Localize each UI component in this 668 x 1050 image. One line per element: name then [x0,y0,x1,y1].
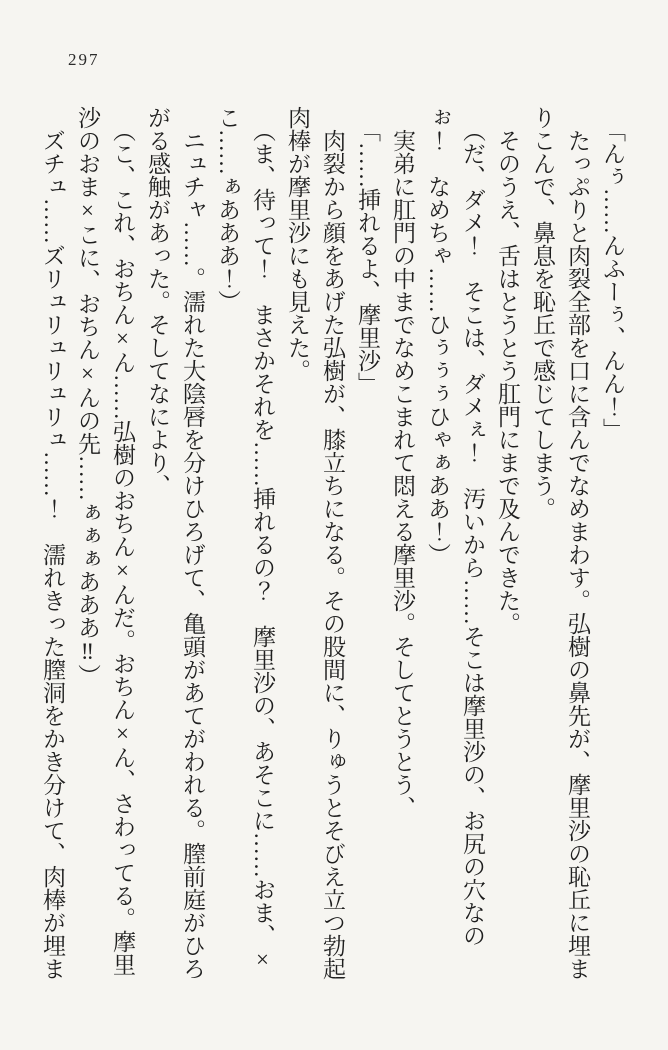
paragraph-narration-6: ズチュ……ズリュリュリュリュ……！ 濡れきった膣洞をかき分けて、肉棒が埋ま [40,129,65,980]
text-block [35,106,630,986]
paragraph-dialogue-1: 「んぅ……んふーぅ、んん！」 [600,118,625,441]
paragraph-narration-5: ニュチャ……。濡れた大陰唇を分けひろげて、亀頭があてがわれる。膣前庭がひろがる感触があった。そしてなにより、 [145,106,205,980]
paragraph-narration-4: 肉裂から顔をあげた弘樹が、膝立ちになる。その股間に、りゅうとそびえ立つ勃起肉棒が摩里沙にも見えた。 [285,106,345,980]
page-number: 297 [68,50,100,69]
paragraph-thought-2: （ま、待って！ まさかそれを……挿れるの？ 摩里沙の、あそこに……おま、×こ……ぁあああ！） [215,106,275,972]
paragraph-narration-1: たっぷりと肉裂全部を口に含んでなめまわす。弘樹の鼻先が、摩里沙の恥丘に埋まりこんで、鼻息を恥丘で感じてしまう。 [530,106,590,980]
paragraph-thought-3: （こ、これ、おちん×ん……弘樹のおちん×んだ。おちん×ん、さわってる。摩里沙のおま×こに、おちん×んの先……ぁぁぁあああ‼） [75,106,135,976]
paragraph-narration-3: 実弟に肛門の中までなめこまれて悶える摩里沙。そしてとうとう、 [390,129,415,819]
paragraph-dialogue-2: 「……挿れるよ、摩里沙」 [355,118,380,395]
paragraph-narration-2: そのうえ、舌はとうとう肛門にまで及んできた。 [495,129,520,635]
paragraph-thought-1: （だ、ダメ！ そこは、ダメぇ！ 汚いから……そこは摩里沙の、お尻の穴なのぉ！ なめちゃ……ひぅぅぅひゃぁああ！） [425,106,485,947]
